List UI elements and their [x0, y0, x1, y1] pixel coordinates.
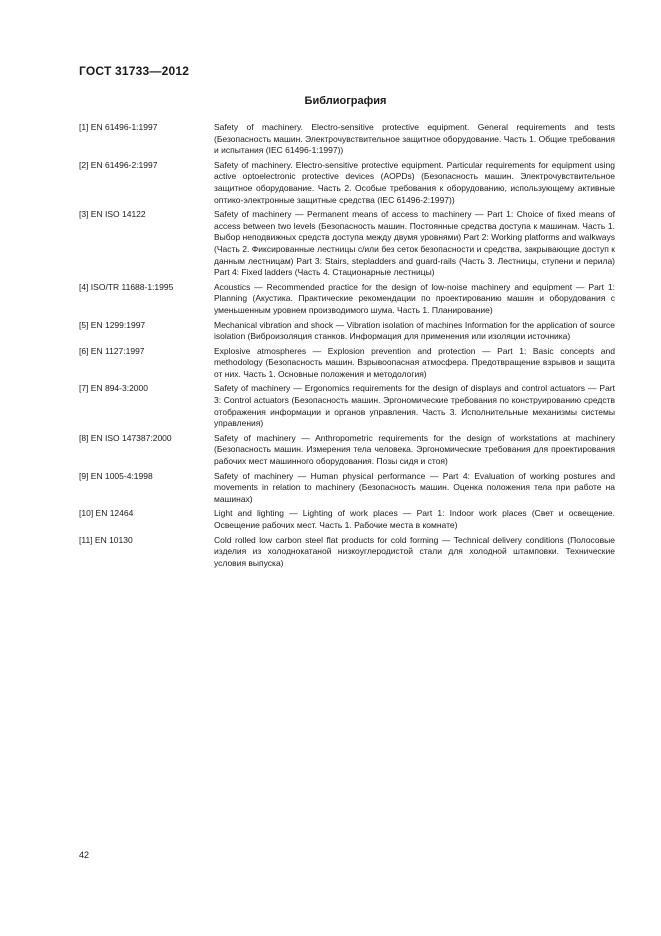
bibliography-entry [79, 383, 615, 429]
bibliography-entry [79, 282, 615, 317]
bibliography-entry [79, 508, 615, 531]
bibliography-reference: [9] EN 1005-4:1998 [79, 470, 153, 481]
bibliography-description: Safety of machinery — Ergonomics requirements for the design of displays and control actuators — Part 3: Control actuators (Безопасность машин. Эргономические требования по конструированию средств отображения информации и органов управления. Часть 3. Исполнительные механизмы системы управления) [214, 383, 615, 429]
bibliography-title: Библиография [304, 95, 387, 107]
bibliography-entry [79, 209, 615, 279]
bibliography-reference: [3] EN ISO 14122 [79, 209, 146, 220]
bibliography-description: Safety of machinery — Anthropometric requirements for the design of workstations at machinery (Безопасность машин. Измерения тела человека. Эргономические требования для проектирования рабочих мест машинного оборудования. Позы сидя и стоя) [214, 432, 615, 467]
bibliography-reference: [2] EN 61496-2:1997 [79, 159, 158, 170]
bibliography-entry [79, 320, 615, 343]
bibliography-description: Safety of machinery. Electro-sensitive protective equipment. General requirements and tests (Безопасность машин. Электрочувствительное защитное оборудование. Часть 1. Общие требования и испытания (IEC 61496-1:1997)) [214, 122, 615, 156]
bibliography-description: Safety of machinery — Human physical performance — Part 4: Evaluation of working postures and movements in relation to machinery (Безопасность машин. Оценка положения тела при работе на машинах) [214, 470, 615, 504]
bibliography-entry [79, 160, 615, 206]
bibliography-reference: [8] EN ISO 147387:2000 [79, 432, 172, 443]
bibliography-list [79, 122, 615, 572]
bibliography-entry [79, 346, 615, 381]
bibliography-entry [79, 122, 615, 157]
bibliography-description: Mechanical vibration and shock — Vibration isolation of machines Information for the application of source isolation (Виброизоляция станков. Информация для применения или изоляции источника) [214, 319, 615, 342]
bibliography-description: Cold rolled low carbon steel flat products for cold forming — Technical delivery conditions (Полосовые изделия из холоднокатаной низкоуглеродистой стали для холодной штамповки. Технические условия выпуска) [214, 534, 615, 568]
bibliography-reference: [1] EN 61496-1:1997 [79, 122, 158, 132]
bibliography-reference: [10] EN 12464 [79, 508, 134, 519]
bibliography-reference: [5] EN 1299:1997 [79, 319, 146, 330]
standard-header: ГОСТ 31733—2012 [79, 64, 190, 78]
bibliography-entry [79, 433, 615, 468]
bibliography-entry [79, 471, 615, 506]
bibliography-description: Safety of machinery — Permanent means of access to machinery — Part 1: Choice of fixed means of access between two levels (Безопасность машин. Постоянные средства доступа к машинам. Часть 1. Выбор неподвижных средств доступа между двумя уровнями) Part 2: Working platforms and walkways (Часть 2. Фиксированные лестницы с/или без сеток безопасности и средства, закрывающие доступ к данным лестницам) Part 3: Stairs, stepladders and guard-rails (Часть 3. Лестницы, ступени и перила) Part 4: Fixed ladders (Часть 4. Стационарные лестницы) [214, 209, 615, 278]
bibliography-description: Explosive atmospheres — Explosion prevention and protection — Part 1: Basic concepts and methodology (Безопасность машин. Взрывоопасная атмосфера. Предотвращение взрывов и защита от них. Часть 1. Основные положения и методология) [214, 345, 615, 379]
bibliography-description: Acoustics — Recommended practice for the design of low-noise machinery and equipment — Part 1: Planning (Акустика. Практические рекомендации по проектированию машин и оборудования с уменьшенным уровнем производимого шума. Часть 1. Планирование) [214, 281, 615, 315]
bibliography-reference: [4] ISO/TR 11688-1:1995 [79, 281, 174, 292]
bibliography-reference: [6] EN 1127:1997 [79, 345, 145, 356]
bibliography-description: Light and lighting — Lighting of work places — Part 1: Indoor work places (Свет и освещение. Освещение рабочих мест. Часть 1. Рабочие места в комнате) [214, 508, 615, 530]
page-number: 42 [79, 850, 90, 860]
bibliography-entry [79, 535, 615, 570]
bibliography-reference: [11] EN 10130 [79, 534, 133, 545]
bibliography-reference: [7] EN 894-3:2000 [79, 383, 148, 394]
bibliography-description: Safety of machinery. Electro-sensitive protective equipment. Particular requirements for equipment using active optoelectronic protective devices (AOPDs) (Безопасность машин. Электрочувствительное защитное оборудование. Часть 2. Особые требования к оборудованию, использующему активные оптико-электронные защитные средства (IEC 61496-2:1997)) [214, 159, 615, 205]
